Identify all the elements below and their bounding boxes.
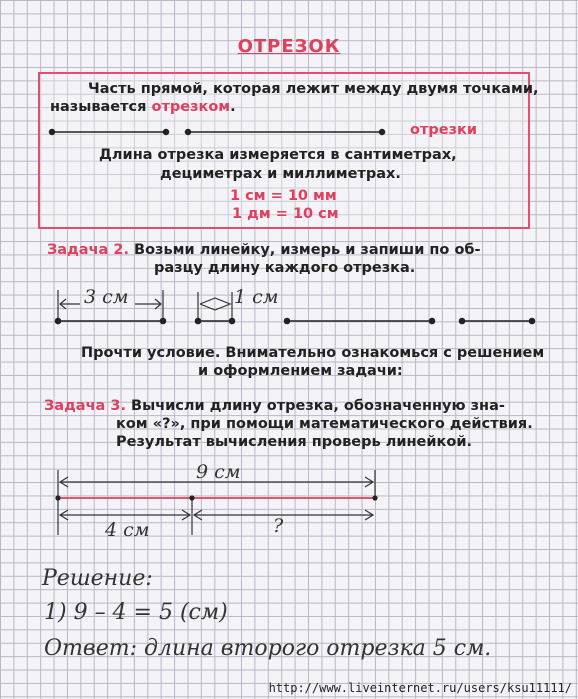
segment-endpoint [285,319,290,324]
segment-endpoint [161,319,166,324]
segments-label: отрезки [410,122,478,138]
dimension-arrow [200,298,230,310]
task3-unknown-label: ? [273,515,284,537]
segment-endpoint [56,319,61,324]
task2-sample2-label: 1 см [234,286,279,308]
solution-step: 1) 9 – 4 = 5 (см) [44,600,228,625]
definition-term: отрезком [151,99,231,115]
segment-endpoint [186,130,191,135]
length-line2: дециметрах и миллиметрах. [160,166,401,182]
task2-sample1-label: 3 см [84,286,129,308]
solution-answer: Ответ: длина второго отрезка 5 см. [44,636,492,661]
conversion-cm-mm: 1 см = 10 мм [230,188,337,204]
page-title: ОТРЕЗОК [237,36,341,57]
task3-text-line3: Результат вычисления проверь линейкой. [116,434,472,450]
task3-text-line2: ком «?», при помощи математического действия. [116,416,533,432]
task2-label: Задача 2. [47,242,129,258]
conversion-dm-cm: 1 дм = 10 см [232,206,339,222]
task2-text-line1: Возьми линейку, измерь и запиши по об- [134,242,481,258]
definition-line1: Часть прямой, которая лежит между двумя точками, [88,81,539,97]
segment-endpoint [430,319,435,324]
segment-endpoint [230,319,235,324]
source-url: http://www.liveinternet.ru/users/ksu11111/ [268,681,572,695]
segment-endpoint [380,130,385,135]
segment-endpoint [164,130,169,135]
segment-endpoint [196,319,201,324]
length-line1: Длина отрезка измеряется в сантиметрах, [99,147,457,163]
task3-label: Задача 3. [44,398,126,414]
segment-endpoint [55,495,60,500]
instruction-line2: и оформлением задачи: [198,363,403,379]
instruction-line1: Прочти условие. Внимательно ознакомься с решением [81,345,545,361]
segment-endpoint [530,319,535,324]
definition-suffix: . [230,99,236,115]
segment-endpoint [372,495,377,500]
solution-heading: Решение: [42,566,153,591]
definition-prefix: называется [50,99,152,115]
segment-endpoint [50,130,55,135]
task3-part1-label: 4 см [105,519,150,541]
segment-midpoint [189,495,194,500]
task2-text-line2: разцу длину каждого отрезка. [154,260,416,276]
segment-endpoint [460,319,465,324]
task3-text-line1: Вычисли длину отрезка, обозначенную зна- [131,398,505,414]
task3-total-label: 9 см [196,461,241,483]
